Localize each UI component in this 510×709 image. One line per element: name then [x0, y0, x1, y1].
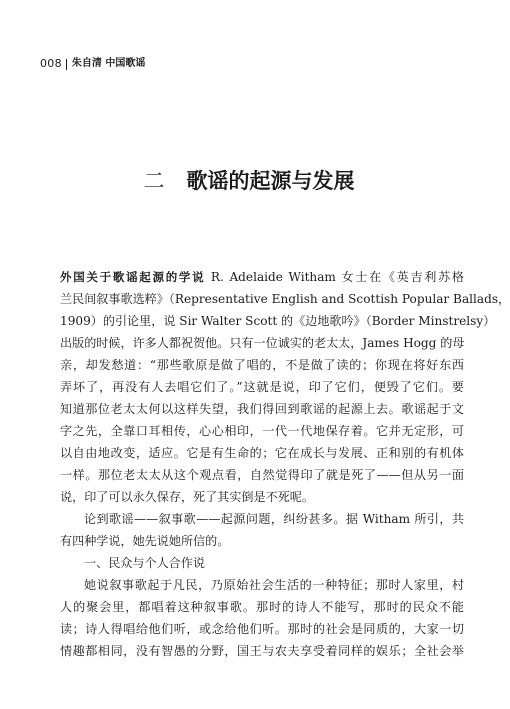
line-text: R. Adelaide Witham 女士在《英吉利苏格: [205, 270, 465, 284]
running-header: [40, 57, 145, 71]
body-text: [60, 266, 510, 662]
line-text: 读；诗人得唱给他们听，或念给他们听。那时的社会是同质的，大家一切: [60, 622, 464, 636]
line-text: 她说叙事歌起于凡民，乃原始社会生活的一种特征；那时人家里，村: [84, 578, 464, 592]
text-line: [60, 530, 464, 552]
text-line: [60, 552, 464, 574]
line-text: 亲，却发愁道：“那些歌原是做了唱的，不是做了读的；你现在将好东西: [60, 358, 464, 372]
text-line: [60, 266, 464, 288]
text-line: [60, 464, 464, 486]
text-line: [60, 288, 510, 310]
text-line: [60, 332, 464, 354]
chapter-title: 歌谣的起源与发展: [186, 169, 355, 193]
line-text: 1909）的引论里，说 Sir Walter Scott 的《边地歌吟》（Border Minstrelsy）: [60, 314, 496, 328]
text-line: [60, 376, 464, 398]
chapter-heading: [0, 168, 498, 194]
line-text: 字之先，全靠口耳相传，心心相印，一代一代地保存着。它并无定形，可: [60, 424, 464, 438]
line-text: 有四种学说，她先说她所信的。: [60, 534, 230, 548]
book-title: 朱自清 中国歌谣: [71, 58, 146, 69]
text-line: [60, 508, 464, 530]
line-text: 说，印了可以永久保存，死了其实倒是不死呢。: [60, 490, 314, 504]
line-text: 以自由地改变，适应。它是有生命的；它在成长与发展、正和别的有机体: [60, 446, 464, 460]
text-line: [60, 398, 464, 420]
text-line: [60, 354, 464, 376]
header-divider: [66, 59, 67, 70]
text-line: [60, 420, 464, 442]
line-text: 人的聚会里，都唱着这种叙事歌。那时的诗人不能写，那时的民众不能: [60, 600, 464, 614]
text-line: [60, 618, 464, 640]
line-text: 一样。那位老太太从这个观点看，自然觉得印了就是死了——但从另一面: [60, 468, 464, 482]
page-number: 008: [40, 57, 62, 70]
line-text: 出版的时候，许多人都祝贺他。只有一位诚实的老太太，James Hogg 的母: [60, 336, 465, 350]
line-text: 情趣都相同，没有智愚的分野，国王与农夫享受着同样的娱乐；全社会举: [60, 644, 464, 658]
line-text: 一、民众与个人合作说: [84, 556, 205, 570]
line-text: 弄坏了，再没有人去唱它们了。”这就是说，印了它们，便毁了它们。要: [60, 380, 464, 394]
text-line: [60, 574, 464, 596]
chapter-number: 二: [143, 169, 165, 193]
text-line: [60, 310, 496, 332]
text-line: [60, 596, 464, 618]
text-line: [60, 640, 464, 662]
line-text: 论到歌谣——叙事歌——起源问题，纠纷甚多。据 Witham 所引，共: [84, 512, 464, 526]
text-line: [60, 486, 464, 508]
text-line: [60, 442, 464, 464]
line-text: 知道那位老太太何以这样失望，我们得回到歌谣的起源上去。歌谣起于文: [60, 402, 464, 416]
line-text: 兰民间叙事歌选粹》（Representative English and Scottish Popular Ballads，: [60, 292, 510, 306]
section-lead-heading: 外国关于歌谣起源的学说: [60, 270, 206, 284]
